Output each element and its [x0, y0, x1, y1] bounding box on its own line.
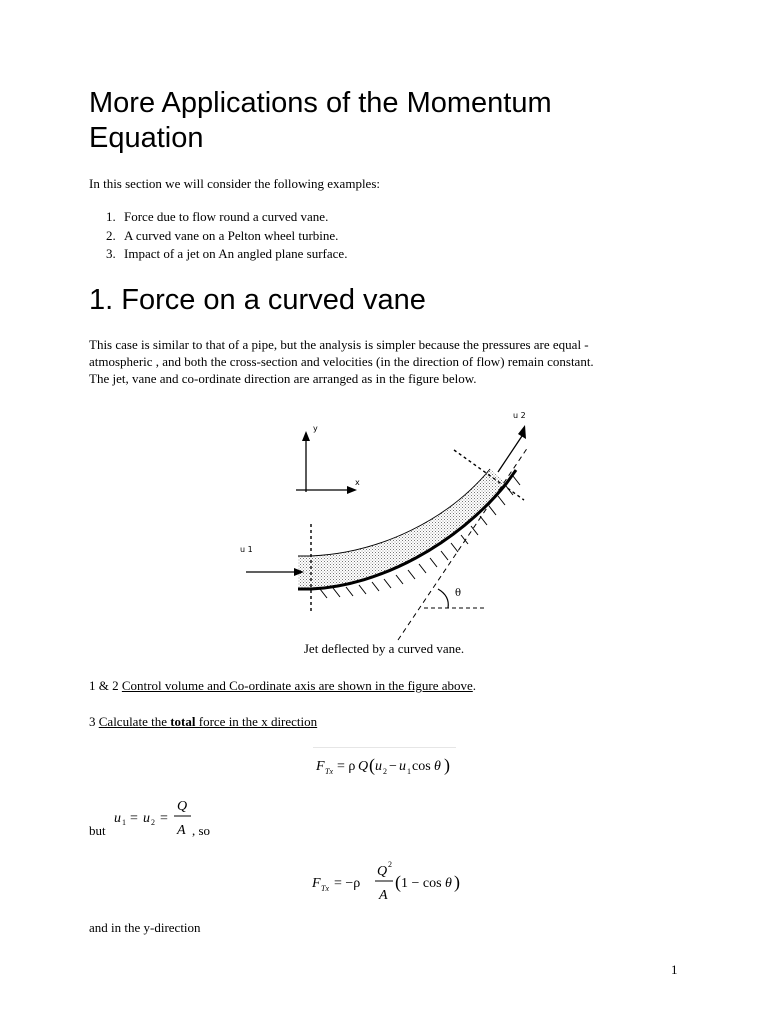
control-volume-link[interactable]: Control volume and Co-ordinate axis are shown in the figure above [121, 678, 473, 693]
list-item: 2. A curved vane on a Pelton wheel turbine. [106, 227, 339, 243]
svg-text:Tx: Tx [321, 884, 329, 893]
svg-text:(: ( [395, 872, 401, 892]
svg-text:= −ρ: = −ρ [334, 876, 361, 891]
y-direction-text: and in the y-direction [89, 920, 201, 935]
step-3-heading: Calculate the total force in the x direction [98, 714, 318, 729]
svg-text:1: 1 [122, 818, 126, 827]
u2-label: u 2 [513, 411, 526, 420]
paragraph-line: The jet, vane and co-ordinate direction are arranged as in the figure below. [89, 371, 477, 386]
step-1-2: 1 & 2 Control volume and Co-ordinate axis are shown in the figure above. [89, 678, 477, 693]
svg-text:2: 2 [151, 818, 155, 827]
list-item: 3. Impact of a jet on An angled plane surface. [106, 246, 348, 261]
axis-y-label: y [313, 424, 318, 433]
svg-text:F: F [312, 876, 321, 891]
svg-text:2: 2 [388, 860, 392, 869]
svg-text:θ: θ [434, 759, 441, 774]
axis-y [302, 431, 310, 492]
page-title [89, 86, 552, 156]
svg-text:u: u [399, 759, 406, 774]
outlet-velocity-arrow [498, 425, 526, 472]
but-word: but [89, 823, 106, 838]
u1-label: u 1 [240, 545, 253, 554]
section-paragraph [89, 336, 689, 387]
svg-text:): ) [454, 872, 460, 892]
figure-caption: Jet deflected by a curved vane. [303, 641, 465, 656]
jet-stream [298, 469, 506, 589]
curved-vane-figure [230, 405, 540, 645]
svg-text:2: 2 [383, 767, 387, 776]
svg-text:Q: Q [358, 759, 369, 774]
svg-text:1: 1 [407, 767, 411, 776]
equation-force-x-result [309, 855, 469, 905]
page-number: 1 [671, 962, 678, 977]
paragraph-line: This case is similar to that of a pipe, but the analysis is simpler because the pressures are equal - [89, 337, 589, 352]
section-heading: 1. Force on a curved vane [89, 284, 426, 316]
theta-arc [438, 589, 448, 608]
so-word: , so [192, 823, 211, 838]
svg-text:u: u [143, 811, 150, 826]
svg-text:(: ( [369, 755, 375, 775]
axis-x-label: x [355, 478, 360, 487]
svg-text:=: = [160, 811, 168, 826]
equation-force-x [313, 747, 456, 778]
svg-text:Tx: Tx [325, 767, 333, 776]
paragraph-line: atmospheric , and both the cross-section and velocities (in the direction of flow) remain constant. [89, 354, 594, 369]
svg-text:cos: cos [412, 759, 431, 774]
step-3: 3 Calculate the total force in the x direction [89, 714, 318, 729]
page-title-line2: Equation [89, 122, 204, 154]
examples-list [106, 208, 347, 264]
svg-text:): ) [444, 755, 450, 775]
svg-text:−: − [389, 759, 397, 774]
svg-text:A: A [379, 888, 388, 903]
intro-text: In this section we will consider the following examples: [89, 176, 380, 191]
svg-text:Q: Q [177, 799, 188, 814]
svg-text:Q: Q [377, 864, 388, 879]
axis-x [296, 486, 357, 494]
page-title-line1: More Applications of the Momentum [89, 87, 552, 119]
inlet-velocity-arrow [246, 568, 304, 576]
svg-text:A: A [177, 823, 186, 838]
svg-text:θ: θ [445, 876, 452, 891]
svg-text:= ρ: = ρ [337, 759, 356, 774]
svg-text:=: = [130, 811, 138, 826]
svg-text:u: u [375, 759, 382, 774]
svg-text:1 − cos: 1 − cos [401, 876, 442, 891]
svg-text:F: F [316, 759, 325, 774]
svg-text:u: u [114, 811, 121, 826]
theta-label: θ [455, 588, 462, 599]
list-item: 1. Force due to flow round a curved vane. [106, 209, 329, 224]
